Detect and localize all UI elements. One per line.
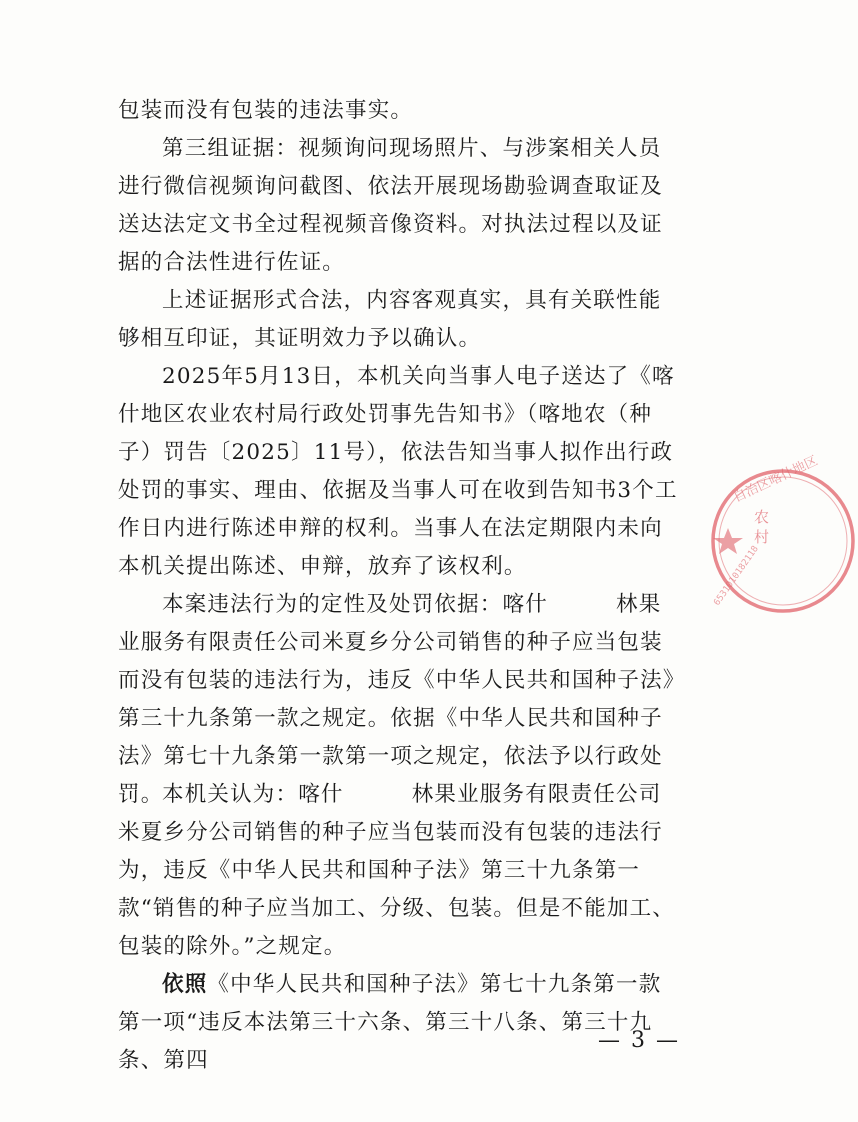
paragraph-lead-text: 依照 [162, 972, 208, 997]
paragraph-continuation: 包装而没有包装的违法事实。 [118, 98, 414, 123]
svg-text:村: 村 [754, 528, 770, 546]
svg-text:自治区喀什地区: 自治区喀什地区 [731, 453, 821, 506]
svg-text:6531010182118: 6531010182118 [712, 544, 761, 608]
paragraph-authority-opinion: 本机关认为：喀什 林果业服务有限责任公司米夏乡分公司销售的种子应当包装而没有包装的违法行为，违反《中华人民共和国种子法》第三十九条第一款“销售的种子应当加工、分级、包装。但是不能加工、包装的除外。”之规定。 [118, 782, 675, 959]
paragraph-penalty-basis [118, 966, 678, 1080]
paragraph-notice-delivery: 2025年5月13日，本机关向当事人电子送达了《喀什地区农业农村局行政处罚事先告知书》（喀地农（种子）罚告〔2025〕11号），依法告知当事人拟作出行政处罚的事实、理由、依据及当事人可在收到告知书3个工作日内进行陈述申辩的权利。当事人在法定期限内未向本机关提出陈述、申辩，放弃了该权利。 [118, 364, 678, 579]
paragraph-evidence-group-3: 第三组证据：视频询问现场照片、与涉案相关人员进行微信视频询问截图、依法开展现场勘验调查取证及送达法定文书全过程视频音像资料。对执法过程以及证据的合法性进行佐证。 [118, 136, 663, 275]
paragraph-evidence-confirmation: 上述证据形式合法，内容客观真实，具有关联性能够相互印证，其证明效力予以确认。 [118, 288, 662, 351]
paragraph-body-text: 《中华人民共和国种子法》第七十九条第一款第一项“违反本法第三十六条、第三十八条、第三十九条、第四 [118, 972, 662, 1073]
official-seal-stamp [708, 453, 858, 616]
page-number: — 3 — [598, 1028, 680, 1053]
svg-text:农: 农 [754, 508, 770, 526]
paragraph-violation-basis: 本案违法行为的定性及处罚依据：喀什 林果业服务有限责任公司米夏乡分公司销售的种子应当包装而没有包装的违法行为，违反《中华人民共和国种子法》第三十九条第一款之规定。依据《中华人民共和国种子法》第七十九条第一款第一项之规定，依法予以行政处罚。 [118, 592, 675, 807]
